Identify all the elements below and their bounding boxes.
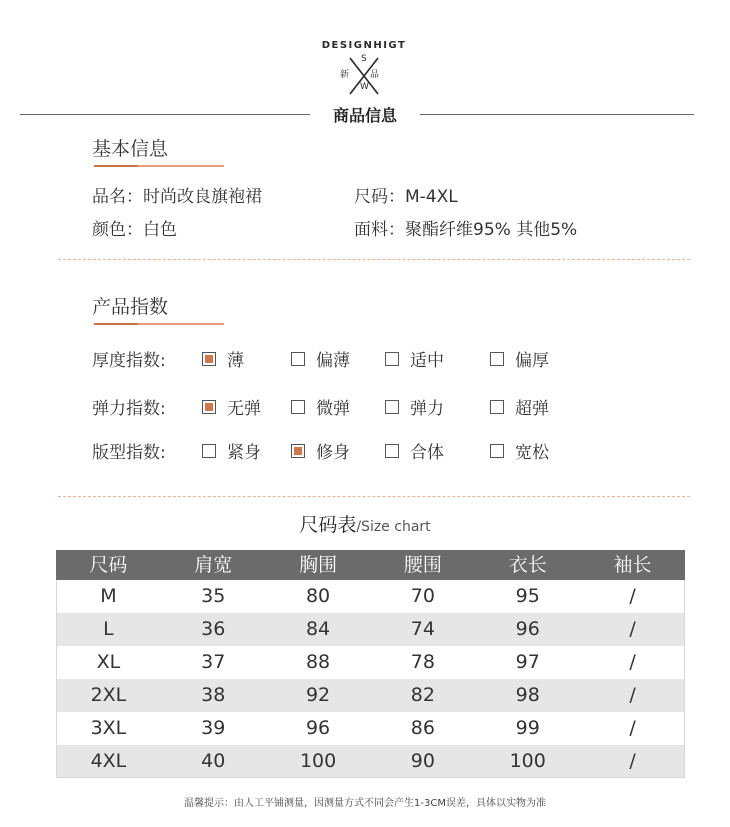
- index-option-label: 修身: [316, 443, 350, 463]
- table-cell: 84: [305, 618, 331, 640]
- size-table-header: [56, 550, 685, 580]
- table-cell: 96: [515, 618, 540, 640]
- table-row: [56, 646, 685, 679]
- table-cell: 92: [305, 684, 331, 706]
- index-option-label: 适中: [410, 351, 444, 371]
- header-cell: 肩宽: [194, 554, 233, 576]
- header-cell: 衣长: [508, 554, 547, 576]
- index-option-label: 超弹: [515, 399, 549, 419]
- table-row: [56, 580, 685, 613]
- table-cell: L: [103, 618, 114, 640]
- table-cell: 95: [515, 585, 540, 607]
- header-cell: 袖长: [613, 554, 652, 576]
- table-cell: 100: [509, 750, 546, 772]
- table-row: [56, 745, 685, 778]
- table-cell: 80: [305, 585, 331, 607]
- table-cell: 96: [305, 717, 331, 739]
- table-cell: /: [629, 750, 636, 772]
- logo-letter-right: 品: [370, 70, 380, 80]
- unchecked-box-icon: [202, 444, 216, 458]
- divider: [58, 496, 690, 497]
- table-cell: 35: [201, 585, 226, 607]
- logo-letter-left: 新: [340, 70, 350, 80]
- index-row-label: 厚度指数:: [92, 351, 166, 371]
- table-row: [56, 613, 685, 646]
- index-option-label: 宽松: [515, 443, 549, 463]
- header-cell: 胸围: [299, 554, 338, 576]
- header-cell: 尺码: [89, 554, 128, 576]
- table-cell: 88: [305, 651, 331, 673]
- table-cell: 39: [201, 717, 226, 739]
- product-color: 颜色：白色: [92, 220, 177, 240]
- table-cell: 2XL: [90, 684, 127, 706]
- unchecked-box-icon: [291, 400, 305, 414]
- brand-name: DESIGNHIGT: [321, 40, 407, 51]
- index-option-label: 合体: [410, 443, 444, 463]
- index-row-label: 版型指数:: [92, 443, 166, 463]
- table-cell: 100: [299, 750, 337, 772]
- size-chart-title-cn: 尺码表: [299, 514, 357, 536]
- checked-box-icon: [202, 400, 216, 414]
- table-cell: 78: [410, 651, 435, 673]
- table-cell: 86: [410, 717, 435, 739]
- table-cell: 40: [201, 750, 226, 772]
- product-index-heading: 产品指数: [92, 296, 169, 318]
- table-cell: /: [629, 684, 636, 706]
- table-cell: 4XL: [90, 750, 127, 772]
- unchecked-box-icon: [385, 400, 399, 414]
- table-cell: M: [100, 585, 117, 607]
- table-cell: 37: [201, 651, 226, 673]
- basic-info-heading: 基本信息: [92, 138, 169, 160]
- table-cell: XL: [96, 651, 121, 673]
- size-chart-title-en: /Size chart: [356, 519, 431, 535]
- unchecked-box-icon: [385, 352, 399, 366]
- section-title: 商品信息: [332, 106, 397, 125]
- unchecked-box-icon: [490, 400, 504, 414]
- brand-logo: [304, 32, 424, 102]
- table-cell: 74: [410, 618, 435, 640]
- table-cell: 97: [515, 651, 540, 673]
- unchecked-box-icon: [291, 352, 305, 366]
- index-option-label: 偏薄: [316, 351, 350, 371]
- table-cell: /: [629, 651, 636, 673]
- index-option-label: 偏厚: [515, 351, 549, 371]
- table-row: [56, 679, 685, 712]
- unchecked-box-icon: [490, 352, 504, 366]
- table-cell: 98: [515, 684, 540, 706]
- table-cell: /: [629, 618, 636, 640]
- checked-box-icon: [202, 352, 216, 366]
- product-name: 品名：时尚改良旗袍裙: [92, 187, 262, 207]
- index-row-label: 弹力指数:: [92, 399, 166, 419]
- index-option-label: 薄: [227, 351, 244, 371]
- basic-info-underline: [94, 165, 224, 167]
- product-fabric: 面料：聚酯纤维95% 其他5%: [354, 220, 578, 240]
- table-cell: 38: [201, 684, 226, 706]
- product-index-underline: [94, 323, 224, 325]
- table-row: [56, 712, 685, 745]
- unchecked-box-icon: [385, 444, 399, 458]
- table-cell: 36: [201, 618, 226, 640]
- divider: [58, 259, 690, 260]
- index-option-label: 微弹: [316, 399, 350, 419]
- logo-letter-top: S: [361, 54, 367, 64]
- header-cell: 腰围: [403, 554, 442, 576]
- index-option-label: 无弹: [227, 399, 261, 419]
- product-size-range: 尺码：M-4XL: [354, 187, 458, 207]
- table-cell: 70: [410, 585, 435, 607]
- size-table-body: [56, 580, 685, 778]
- table-cell: 99: [515, 717, 540, 739]
- table-cell: /: [629, 717, 636, 739]
- index-option-label: 弹力: [410, 399, 444, 419]
- size-table: [56, 550, 685, 778]
- logo-letter-bottom: W: [360, 82, 369, 92]
- table-cell: 82: [410, 684, 435, 706]
- size-chart-title: [0, 510, 730, 537]
- unchecked-box-icon: [490, 444, 504, 458]
- table-cell: 90: [410, 750, 435, 772]
- table-cell: /: [629, 585, 636, 607]
- measurement-note: 温馨提示：由人工平铺测量，因测量方式不同会产生1-3CM误差，具体以实物为准: [184, 798, 546, 809]
- index-option-label: 紧身: [227, 443, 261, 463]
- table-cell: 3XL: [90, 717, 127, 739]
- checked-box-icon: [291, 444, 305, 458]
